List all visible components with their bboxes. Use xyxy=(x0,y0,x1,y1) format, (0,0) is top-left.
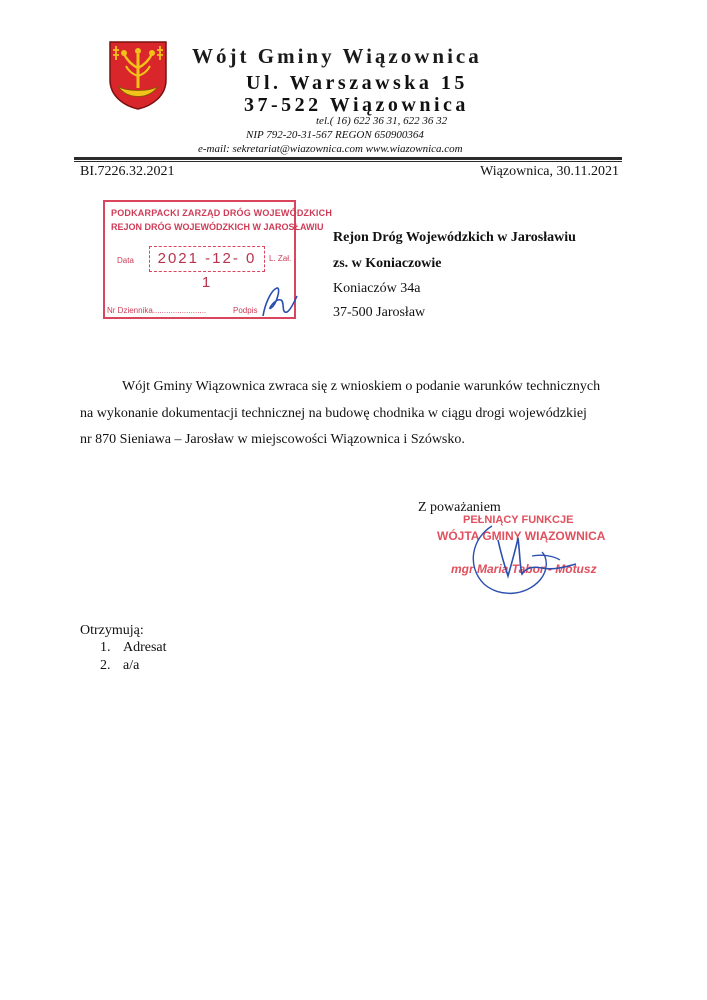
body-line-3: nr 870 Sieniawa – Jarosław w miejscowości Wiązownica i Szówsko. xyxy=(80,432,465,447)
recipient-number: 1. xyxy=(100,640,111,655)
recipient-number: 2. xyxy=(100,658,111,673)
addressee-seat: zs. w Koniaczowie xyxy=(333,256,442,271)
letterhead-street: Ul. Warszawska 15 xyxy=(246,72,468,94)
recipients-label: Otrzymują: xyxy=(80,623,144,638)
letterhead-title: Wójt Gminy Wiązownica xyxy=(192,44,482,68)
stamp-date: 2021 -12- 0 1 xyxy=(149,246,265,272)
signature-stamp-office: WÓJTA GMINY WIĄZOWNICA xyxy=(437,529,606,543)
addressee-street: Koniaczów 34a xyxy=(333,281,421,296)
coat-of-arms-icon xyxy=(108,40,168,110)
received-stamp xyxy=(103,200,333,319)
stamp-journal-number: Nr Dziennika........................ xyxy=(107,306,207,315)
addressee-postcode-city: 37-500 Jarosław xyxy=(333,305,426,320)
recipient-text: Adresat xyxy=(123,640,167,655)
header-divider-thin xyxy=(74,161,622,162)
stamp-data-label: Data xyxy=(117,256,134,265)
stamp-signature-label: Podpis xyxy=(233,306,258,315)
letterhead-nip-regon: NIP 792-20-31-567 REGON 650900364 xyxy=(246,129,424,141)
handwritten-signature xyxy=(462,518,582,600)
signature-stamp-name: mgr Maria Tabor - Motusz xyxy=(451,562,597,576)
letterhead-email-website: e-mail: sekretariat@wiazownica.com www.wiazownica.com xyxy=(198,143,463,155)
closing-regards: Z poważaniem xyxy=(418,500,501,515)
recipient-item xyxy=(100,640,167,656)
body-line-1: Wójt Gminy Wiązownica zwraca się z wnioskiem o podanie warunków technicznych xyxy=(122,379,601,394)
stamp-attachments-label: L. Zał. xyxy=(269,254,292,263)
letterhead-city: 37-522 Wiązownica xyxy=(244,94,469,116)
stamp-line-2: REJON DRÓG WOJEWÓDZKICH W JAROSŁAWIU xyxy=(111,222,324,232)
recipient-item xyxy=(100,658,139,674)
header-divider xyxy=(74,157,622,160)
document-reference: BI.7226.32.2021 xyxy=(80,164,175,179)
body-line-2: na wykonanie dokumentacji technicznej na budowę chodnika w ciągu drogi wojewódzkiej xyxy=(80,405,587,421)
letterhead-phone: tel.( 16) 622 36 31, 622 36 32 xyxy=(316,115,448,127)
addressee-name: Rejon Dróg Wojewódzkich w Jarosławiu xyxy=(333,230,576,245)
recipient-text: a/a xyxy=(123,658,140,673)
place-and-date: Wiązownica, 30.11.2021 xyxy=(480,164,619,179)
signature-stamp-role: PEŁNIĄCY FUNKCJE xyxy=(463,514,574,526)
letter-body xyxy=(80,374,626,454)
stamp-line-1: PODKARPACKI ZARZĄD DRÓG WOJEWÓDZKICH xyxy=(111,208,333,218)
stamp-signature-scribble xyxy=(251,274,301,324)
